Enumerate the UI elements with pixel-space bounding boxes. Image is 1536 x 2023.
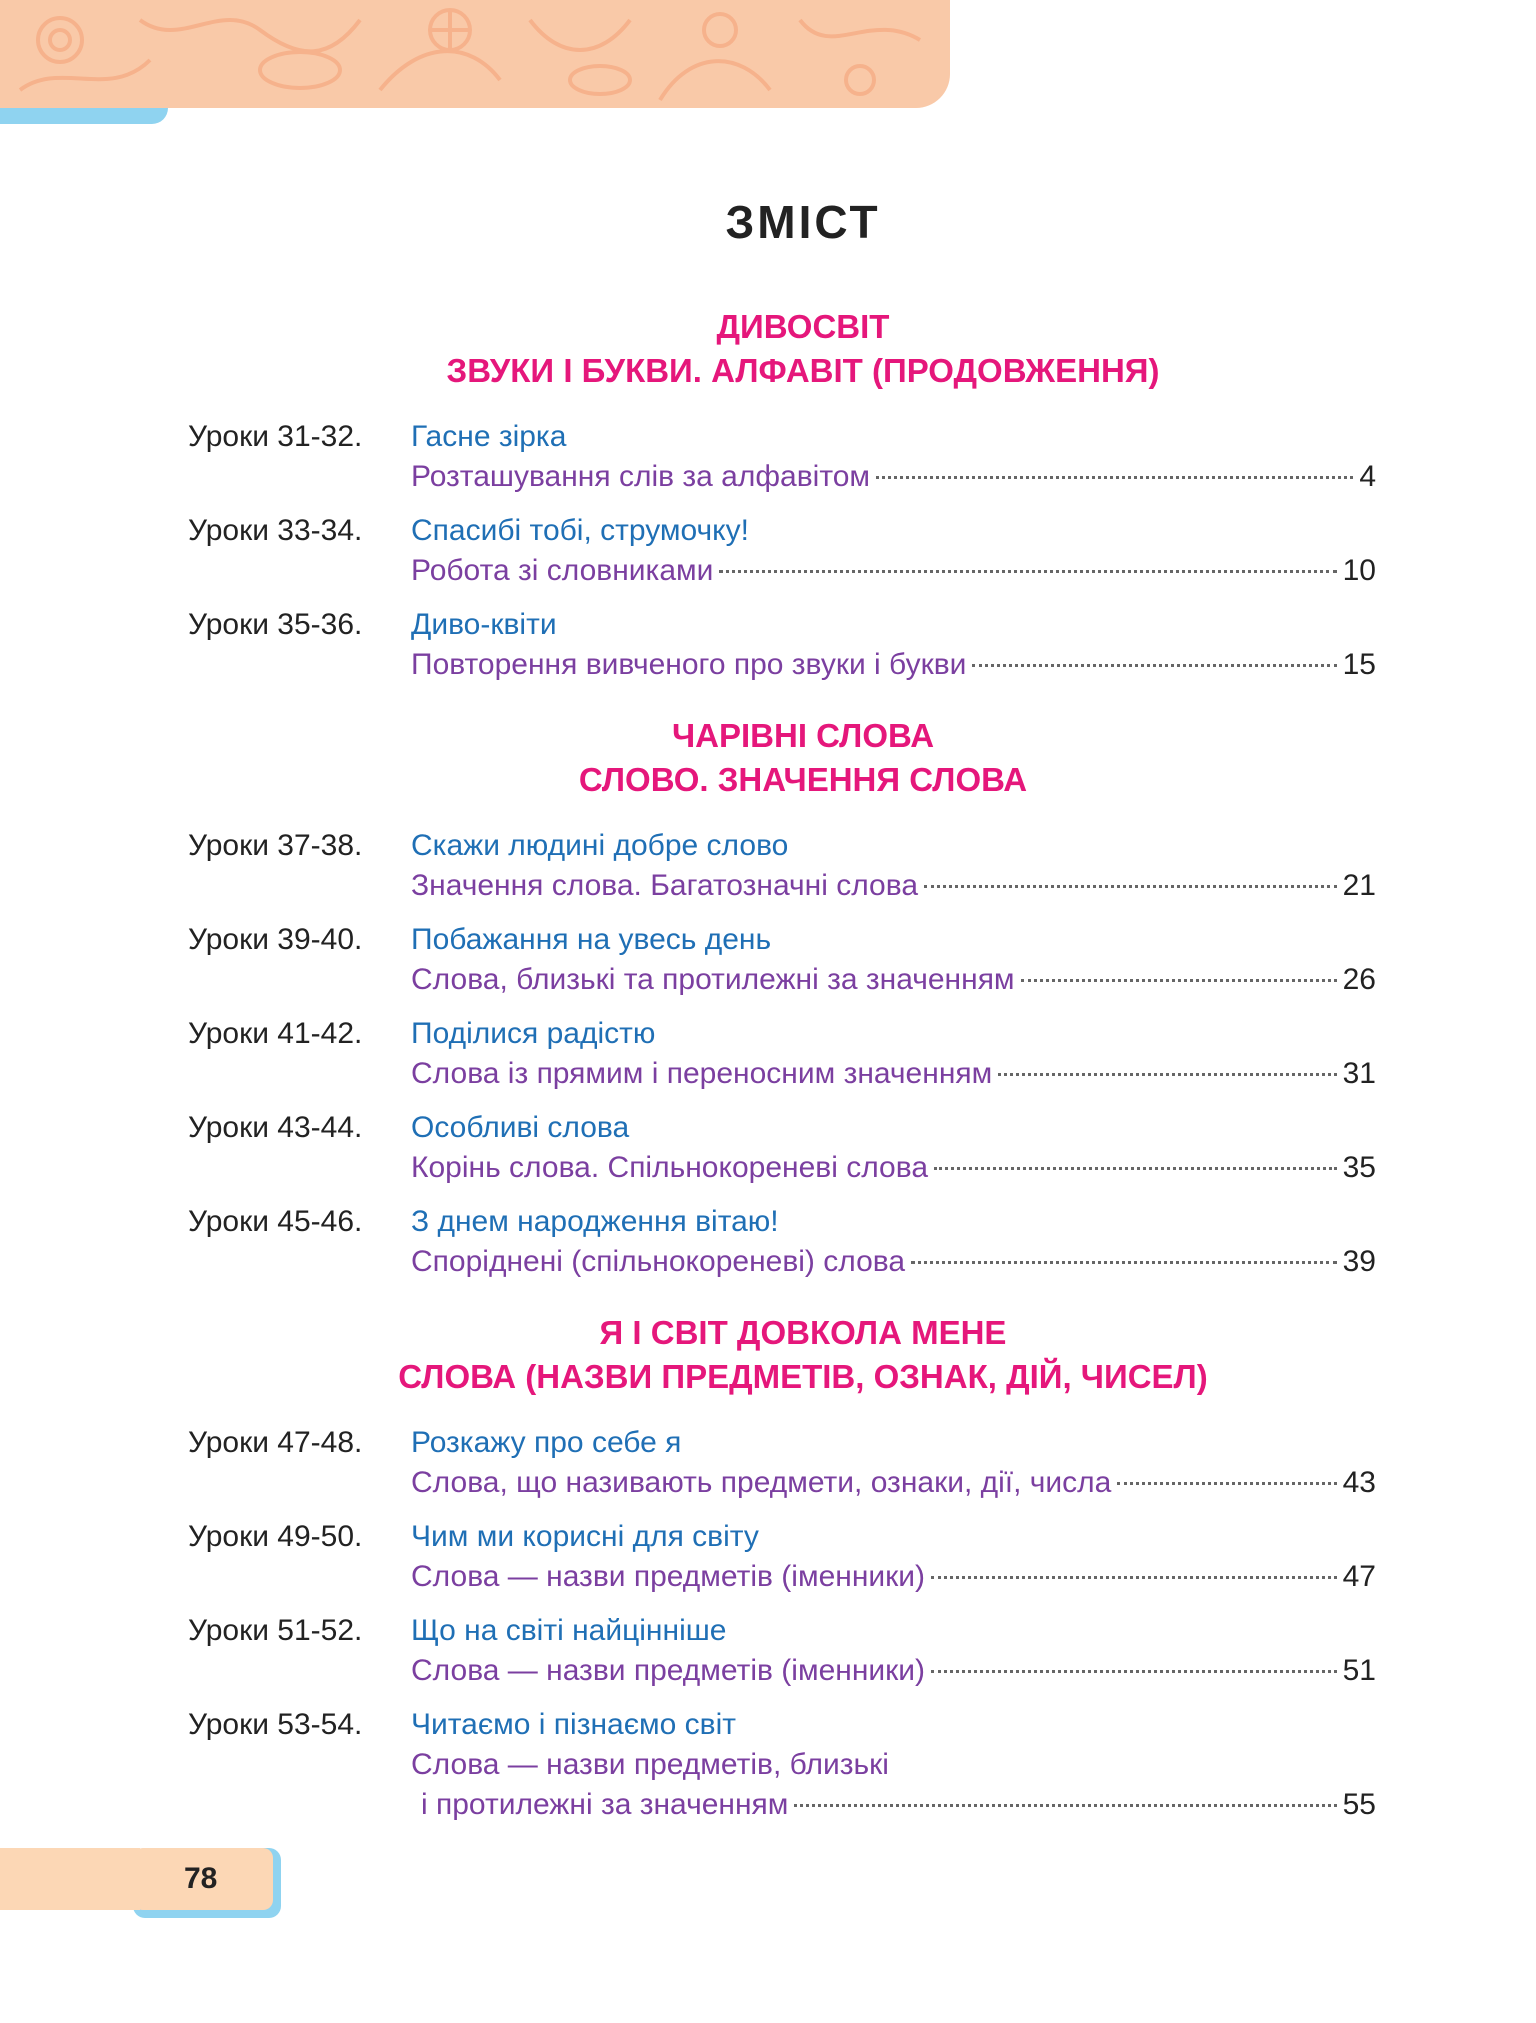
dot-leader [794, 1804, 1336, 1807]
lesson-subtitle: Повторення вивченого про звуки і букви [411, 648, 967, 681]
page-number: 47 [1342, 1560, 1376, 1593]
lesson-numbers: Уроки 33-34. [188, 514, 363, 547]
lesson-subtitle: Споріднені (спільнокореневі) слова [411, 1245, 906, 1278]
section-heading-line1: ДИВОСВІТ [716, 308, 890, 345]
page-number: 35 [1342, 1151, 1376, 1184]
lesson-subtitle: Робота зі словниками [411, 554, 714, 587]
lesson-numbers: Уроки 51-52. [188, 1614, 363, 1647]
lesson-topic: Поділися радістю [411, 1017, 656, 1050]
lesson-topic: Що на світі найцінніше [411, 1614, 727, 1647]
floral-ornament-icon [0, 0, 950, 108]
lesson-numbers: Уроки 31-32. [188, 420, 363, 453]
lesson-subtitle-line [411, 1055, 1376, 1093]
lesson-subtitle-line [411, 867, 1376, 905]
dot-leader [931, 1670, 1337, 1673]
page-number: 26 [1342, 963, 1376, 996]
dot-leader [924, 885, 1337, 888]
section-heading-line1: ЧАРІВНІ СЛОВА [671, 717, 935, 754]
lesson-numbers: Уроки 35-36. [188, 608, 363, 641]
lesson-topic: Скажи людині добре слово [411, 829, 789, 862]
lesson-subtitle-line-cont [411, 1786, 1376, 1824]
lesson-numbers: Уроки 49-50. [188, 1520, 363, 1553]
lesson-numbers: Уроки 39-40. [188, 923, 363, 956]
page-title: ЗМІСТ [725, 196, 881, 248]
lesson-subtitle: Слова, що називають предмети, ознаки, дії, числа [411, 1466, 1112, 1499]
section-heading-line1: Я І СВІТ ДОВКОЛА МЕНЕ [599, 1314, 1007, 1351]
dot-leader [1117, 1482, 1336, 1485]
page-number-tab [0, 1848, 140, 1910]
lesson-numbers: Уроки 53-54. [188, 1708, 363, 1741]
lesson-subtitle: Слова із прямим і переносним значенням [411, 1057, 993, 1090]
dot-leader [998, 1073, 1336, 1076]
lesson-topic: З днем народження вітаю! [411, 1205, 779, 1238]
lesson-subtitle-line [411, 1558, 1376, 1596]
section-heading-line2: ЗВУКИ І БУКВИ. АЛФАВІТ (ПРОДОВЖЕННЯ) [446, 352, 1160, 389]
header-accent-strip [0, 108, 168, 124]
section-heading [35, 1311, 1536, 1399]
dot-leader [911, 1261, 1337, 1264]
section-heading-line2: СЛОВО. ЗНАЧЕННЯ СЛОВА [578, 761, 1028, 798]
section-heading [35, 714, 1536, 802]
lesson-numbers: Уроки 47-48. [188, 1426, 363, 1459]
dot-leader [931, 1576, 1337, 1579]
page-number: 15 [1342, 648, 1376, 681]
footer-page-number: 78 [184, 1862, 218, 1895]
lesson-topic: Особливі слова [411, 1111, 630, 1144]
section-heading-line2: СЛОВА (НАЗВИ ПРЕДМЕТІВ, ОЗНАК, ДІЙ, ЧИСЕЛ) [398, 1358, 1208, 1395]
lesson-topic: Спасибі тобі, струмочку! [411, 514, 749, 547]
lesson-subtitle-line [411, 552, 1376, 590]
lesson-subtitle: Слова, близькі та протилежні за значенням [411, 963, 1015, 996]
lesson-numbers: Уроки 45-46. [188, 1205, 363, 1238]
page-number: 55 [1342, 1788, 1376, 1821]
lesson-subtitle: Значення слова. Багатозначні слова [411, 869, 919, 902]
lesson-subtitle-line [411, 1464, 1376, 1502]
dot-leader [934, 1167, 1337, 1170]
dot-leader [972, 664, 1336, 667]
lesson-subtitle: Корінь слова. Спільнокореневі слова [411, 1151, 929, 1184]
lesson-topic: Розкажу про себе я [411, 1426, 682, 1459]
lesson-subtitle: Слова — назви предметів, близькі [411, 1748, 889, 1781]
lesson-subtitle-line [411, 1746, 889, 1784]
header-ornament [0, 0, 950, 108]
lesson-subtitle-line [411, 1652, 1376, 1690]
lesson-subtitle-cont: і протилежні за значенням [421, 1788, 789, 1821]
page-number: 21 [1342, 869, 1376, 902]
lesson-numbers: Уроки 43-44. [188, 1111, 363, 1144]
lesson-subtitle: Слова — назви предметів (іменники) [411, 1560, 926, 1593]
page-number: 4 [1359, 460, 1376, 493]
lesson-subtitle-line [411, 646, 1376, 684]
lesson-subtitle-line [411, 1243, 1376, 1281]
dot-leader [719, 570, 1336, 573]
page-number: 31 [1342, 1057, 1376, 1090]
lesson-numbers: Уроки 37-38. [188, 829, 363, 862]
lesson-topic: Чим ми корисні для світу [411, 1520, 759, 1553]
dot-leader [1021, 979, 1337, 982]
page-number: 39 [1342, 1245, 1376, 1278]
lesson-topic: Побажання на увесь день [411, 923, 772, 956]
lesson-topic: Гасне зірка [411, 420, 567, 453]
lesson-subtitle: Розташування слів за алфавітом [411, 460, 871, 493]
page-number: 51 [1342, 1654, 1376, 1687]
section-heading [35, 305, 1536, 393]
lesson-subtitle: Слова — назви предметів (іменники) [411, 1654, 926, 1687]
lesson-numbers: Уроки 41-42. [188, 1017, 363, 1050]
lesson-subtitle-line [411, 1149, 1376, 1187]
page-number: 10 [1342, 554, 1376, 587]
lesson-subtitle-line [411, 458, 1376, 496]
lesson-topic: Диво-квіти [411, 608, 557, 641]
dot-leader [876, 476, 1353, 479]
page-number: 43 [1342, 1466, 1376, 1499]
lesson-topic: Читаємо і пізнаємо світ [411, 1708, 737, 1741]
lesson-subtitle-line [411, 961, 1376, 999]
